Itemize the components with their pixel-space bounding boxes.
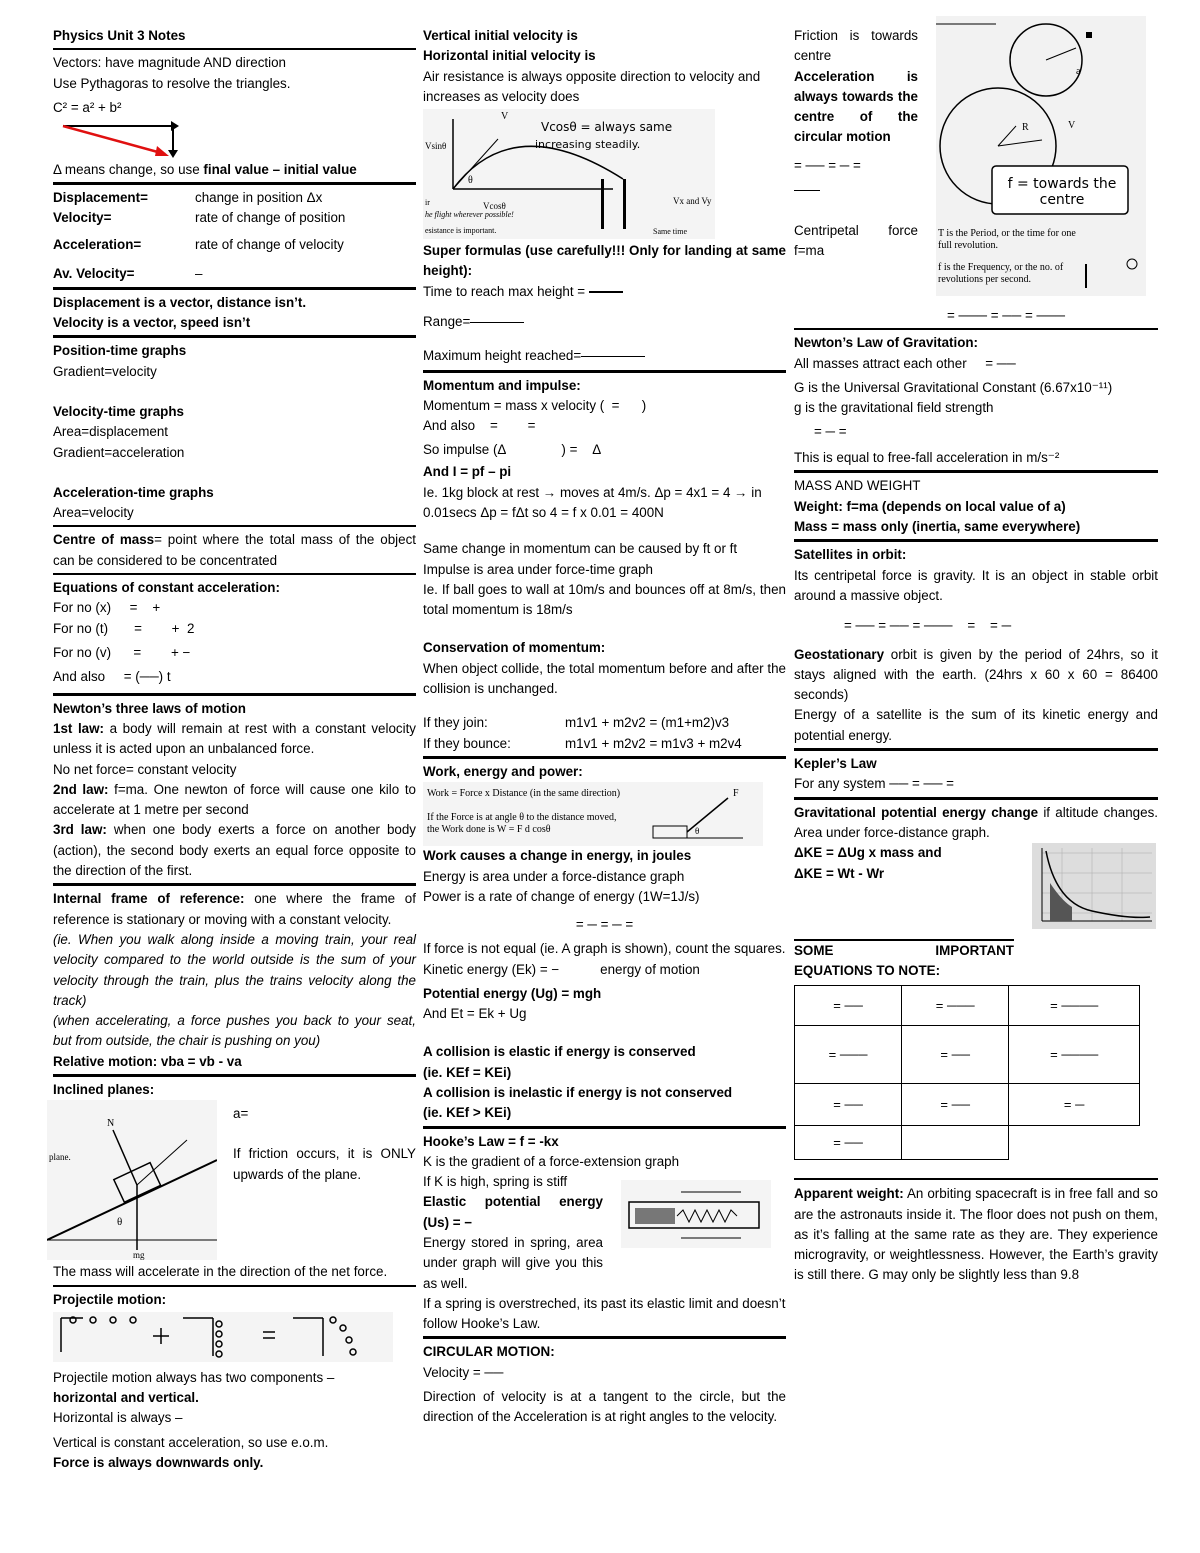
vector-note-1: Displacement is a vector, distance isn’t. (53, 294, 307, 310)
spring-diagram (621, 1180, 771, 1248)
acceleration-row: Acceleration= rate of change of velocity (53, 237, 344, 253)
svg-text:Vx and Vy: Vx and Vy (673, 196, 712, 207)
projectile-line-1b: horizontal and vertical. (53, 1390, 199, 1406)
gravitation-heading: Newton’s Law of Gravitation: (794, 335, 979, 351)
work-force-diagram (423, 782, 763, 846)
work-line-1: Work causes a change in energy, in joules (423, 848, 692, 864)
force-not-equal: If force is not equal (ie. A graph is shown), count the squares. (423, 941, 786, 957)
inclined-plane-section (49, 1100, 416, 1262)
divider (794, 470, 1158, 473)
velocity-row: Velocity= rate of change of position (53, 210, 346, 226)
bounce-row: If they bounce: m1v1 + m2v2 = m1v3 + m2v4 (423, 735, 742, 751)
svg-text:esistance is important.: esistance is important. (425, 226, 497, 236)
kepler-heading: Kepler’s Law (794, 756, 877, 772)
equation-cell: = ──── (1009, 1026, 1140, 1084)
divider (794, 748, 1158, 751)
gravitation-line-1: All masses attract each other = ── (794, 355, 1016, 371)
internal-frame-example-2: (when accelerating, a force pushes you back to your seat, but from outside, the chair is pushing on you) (53, 1013, 416, 1049)
projectile-line-1: Projectile motion always has two components – (53, 1369, 335, 1385)
gravitation-equation: = ─ = (814, 424, 847, 440)
circular-motion-heading: CIRCULAR MOTION: (423, 1344, 555, 1360)
inclined-friction: If friction occurs, it is ONLY upwards of the plane. (233, 1146, 416, 1182)
time-max-height: Time to reach max height = (423, 282, 786, 308)
important-equations-table (794, 985, 1140, 1160)
relative-motion: Relative motion: vba = vb - va (53, 1053, 242, 1069)
acceleration-centre: Acceleration is always towards the centre of the circular motion (794, 68, 918, 145)
circular-text (794, 26, 918, 262)
divider (53, 287, 416, 290)
divider (53, 182, 416, 185)
towards-centre-note: f = towards the centre (1007, 176, 1117, 208)
friction-centre: Friction is towards centre (794, 28, 918, 64)
acceleration-time-line: Area=velocity (53, 505, 134, 521)
force-distance-graph (1032, 843, 1156, 929)
svg-text:he flight wherever possible!: he flight wherever possible! (425, 210, 514, 220)
elastic-potential-line-2: Energy stored in spring, area under graph will give you this as well. (423, 1234, 603, 1291)
join-row: If they join: m1v1 + m2v2 = (m1+m2)v3 (423, 715, 730, 731)
divider (423, 756, 786, 759)
work-line-2: Energy is area under a force-distance graph (423, 868, 685, 884)
air-resistance: Air resistance is always opposite direction to velocity and increases as velocity does (423, 68, 761, 104)
trajectory-note-2: increasing steadily. (535, 138, 641, 152)
divider (423, 1126, 786, 1129)
work-heading: Work, energy and power: (423, 763, 583, 779)
momentum-heading: Momentum and impulse: (423, 377, 581, 393)
vectors-line-2: Use Pythagoras to resolve the triangles. (53, 75, 291, 91)
range: Range= (423, 308, 786, 346)
vectors-line-1: Vectors: have magnitude AND direction (53, 55, 286, 71)
work-figure-line-1: Work = Force x Distance (in the same direction) (427, 788, 621, 800)
mass-weight-line-1: Weight: f=ma (depends on local value of a) (794, 498, 1066, 514)
inclined-a: a= (233, 1106, 249, 1122)
column-3 (794, 26, 1158, 1286)
inclined-planes-heading: Inclined planes: (53, 1081, 155, 1097)
second-law: 2nd law: f=ma. One newton of force will cause one kilo to accelerate at 1 metre per second (53, 781, 416, 818)
overstretched: If a spring is overstreched, its past its elastic limit and doesn’t follow Hooke’s Law. (423, 1295, 786, 1332)
conservation-heading: Conservation of momentum: (423, 640, 606, 656)
vector-note-2: Velocity is a vector, speed isn’t (53, 315, 251, 331)
satellites-equation: = ── = ── = ─── = = ─ (844, 618, 1012, 634)
equation-cell (902, 1126, 1009, 1160)
svg-text:V: V (1068, 120, 1076, 131)
inclined-mass: The mass will accelerate in the direction of the net force. (53, 1264, 388, 1280)
same-change: Same change in momentum can be caused by ft or ft (423, 541, 738, 557)
spring-figure (621, 1180, 771, 1248)
impulse-area: Impulse is area under force-time graph (423, 561, 653, 577)
svg-text:θ: θ (695, 826, 700, 837)
equation-cell: = ── (795, 986, 902, 1026)
force-distance-figure (1032, 843, 1156, 929)
potential-energy: Potential energy (Ug) = mgh (423, 985, 602, 1001)
momentum-line-2: And also = = (423, 418, 536, 434)
super-formulas: Super formulas (use carefully!!! Only for landing at same height): (423, 243, 786, 279)
projectile-trajectory-figure (423, 109, 715, 239)
some-important-2: EQUATIONS TO NOTE: (794, 962, 941, 978)
centre-of-mass: Centre of mass= point where the total mass of the object can be considered to be concentrated (53, 532, 416, 568)
svg-text:θ: θ (117, 1216, 123, 1229)
equation-cell: = ──── (1009, 986, 1140, 1026)
momentum-line-4: And I = pf – pi (423, 464, 512, 480)
elastic-line-2: (ie. KEf = KEi) (423, 1064, 512, 1080)
equation-cell: = ─── (795, 1026, 902, 1084)
projectile-figure (53, 1312, 393, 1362)
hookes-law: Hooke’s Law = f = -kx (423, 1133, 559, 1149)
internal-frame-example-1: (ie. When you walk along inside a moving train, your real velocity compared to the world outside is the sum of your velocity through the train, plus the trains velocity along the track) (53, 931, 416, 1008)
projectile-diagram (53, 1312, 393, 1362)
circular-figure (936, 16, 1146, 296)
vertical-initial-velocity: Vertical initial velocity is (423, 28, 578, 43)
equation-no-x: For no (x) = + (53, 600, 161, 616)
equation-cell: = ── (902, 1026, 1009, 1084)
position-time-line: Gradient=velocity (53, 363, 157, 379)
projectile-vertical: Vertical is constant acceleration, so use e.o.m. (53, 1434, 329, 1450)
pythagoras-figure (53, 94, 416, 160)
geostationary: Geostationary orbit is given by the period of 24hrs, so it stays aligned with the earth. (24hrs x 60 x 60 = 86400 seconds) (794, 646, 1158, 703)
constant-acceleration-heading: Equations of constant acceleration: (53, 580, 280, 596)
svg-text:R: R (1022, 122, 1029, 133)
svg-text:ir: ir (425, 198, 430, 208)
gravitation-line-4: This is equal to free-fall acceleration in m/s⁻² (794, 450, 1060, 466)
divider (53, 1285, 416, 1287)
third-law: 3rd law: when one body exerts a force on another body (action), the second body exerts an equal force opposite to the direction of the first. (53, 822, 416, 879)
ball-example: Ie. If ball goes to wall at 10m/s and bounces off at 8m/s, then total momentum is 18m/s (423, 581, 786, 618)
column-1 (49, 26, 416, 1473)
work-figure-line-2: If the Force is at angle θ to the distance moved, (427, 812, 617, 824)
svg-text:mg: mg (133, 1250, 145, 1261)
divider (53, 525, 416, 527)
divider (53, 883, 416, 886)
satellite-energy: Energy of a satellite is the sum of its kinetic energy and potential energy. (794, 707, 1158, 743)
projectile-horizontal: Horizontal is always – (53, 1410, 183, 1426)
column-2 (423, 26, 786, 1427)
acceleration-time-heading: Acceleration-time graphs (53, 484, 214, 500)
equation-cell: = ── (795, 1084, 902, 1126)
divider (423, 1336, 786, 1339)
circular-velocity: Velocity = ── (423, 1364, 504, 1380)
gpe-line-2: ΔKE = Wt - Wr (794, 865, 885, 881)
velocity-time-line-1: Area=displacement (53, 424, 169, 440)
gpe-line-1: ΔKE = ΔUg x mass and (794, 845, 942, 861)
average-velocity-row: Av. Velocity= – (53, 266, 203, 282)
work-equation: = ─ = ─ = (575, 917, 634, 933)
delta-note: Δ means change, so use final value – initial value (53, 161, 357, 177)
displacement-row: Displacement= change in position Δx (53, 190, 323, 206)
page-title: Physics Unit 3 Notes (53, 28, 186, 43)
apparent-weight: Apparent weight: An orbiting spacecraft is in free fall and so are the astronauts inside it. The floor does not push on them, as it’s falling at the same rate as they are. They experience microgravity, or weightlessness. However, the Earth’s gravity is still there. G may only be slightly less than 9.8 (794, 1186, 1158, 1283)
divider (794, 539, 1158, 542)
divider (53, 48, 416, 50)
divider (53, 693, 416, 696)
equation-no-t: For no (t) = + 2 (53, 620, 195, 636)
equation-no-v: For no (v) = + − (53, 644, 191, 660)
divider (53, 573, 416, 575)
circular-direction: Direction of velocity is at a tangent to the circle, but the direction of the Acceleration is at right angles to the velocity. (423, 1388, 786, 1425)
first-law-note: No net force= constant velocity (53, 761, 237, 777)
some-important-1: SOME IMPORTANT (794, 942, 1014, 958)
inelastic-line-2: (ie. KEf > KEi) (423, 1105, 512, 1121)
work-figure (423, 782, 763, 846)
velocity-time-heading: Velocity-time graphs (53, 403, 184, 419)
mass-weight-heading: MASS AND WEIGHT (794, 478, 921, 494)
svg-text:plane.: plane. (49, 1152, 71, 1163)
svg-text:V: V (501, 111, 509, 123)
period-equation: = ─── = ── = ─── (947, 308, 1065, 323)
position-time-heading: Position-time graphs (53, 343, 187, 359)
inelastic-line-1: A collision is inelastic if energy is not conserved (423, 1084, 733, 1100)
inclined-plane-diagram (47, 1100, 217, 1260)
gpe-heading: Gravitational potential energy change if altitude changes. Area under force-distance graph. (794, 804, 1158, 840)
first-law: 1st law: a body will remain at rest with a constant velocity unless it is acted upon an unbalanced force. (53, 720, 416, 757)
svg-text:N: N (107, 1118, 115, 1130)
momentum-line-1: Momentum = mass x velocity ( = ) (423, 398, 647, 414)
hooke-line-1: K is the gradient of a force-extension graph (423, 1153, 680, 1169)
acceleration-equation: = ── = ─ = (794, 157, 861, 173)
momentum-line-3: So impulse (Δ ) = Δ (423, 442, 602, 458)
work-figure-line-3: the Work done is W = F d cosθ (427, 824, 551, 836)
elastic-line-1: A collision is elastic if energy is conserved (423, 1044, 696, 1060)
frequency-note: f is the Frequency, or the no. of revolutions per second. (938, 262, 1064, 285)
hooke-line-2: If K is high, spring is stiff (423, 1174, 568, 1190)
internal-frame: Internal frame of reference: one where the frame of reference is stationary or moving with a constant velocity. (53, 891, 416, 927)
kepler-line: For any system ── = ── = (794, 776, 954, 792)
total-energy: And Et = Ek + Ug (423, 1006, 527, 1022)
divider (53, 335, 416, 338)
conservation-line: When object collide, the total momentum before and after the collision is unchanged. (423, 660, 786, 697)
equation-cell: = ── (902, 1084, 1009, 1126)
svg-text:F: F (733, 788, 739, 800)
equation-cell: = ─── (902, 986, 1009, 1026)
vector-triangle-diagram (53, 94, 193, 160)
svg-text:Same time: Same time (653, 227, 687, 237)
svg-text:θ: θ (468, 175, 473, 187)
trajectory-note-1: Vcosθ = always same (541, 120, 673, 135)
horizontal-initial-velocity: Horizontal initial velocity is (423, 48, 596, 64)
gpe-section (794, 803, 1158, 935)
elastic-potential-energy: Elastic potential energy (Us) = − (423, 1194, 603, 1230)
mass-weight-line-2: Mass = mass only (inertia, same everywhere) (794, 519, 1081, 535)
divider (423, 370, 786, 373)
divider (53, 1074, 416, 1077)
circular-diagram (936, 16, 1146, 296)
projectile-force: Force is always downwards only. (53, 1455, 264, 1471)
momentum-line-5: Ie. 1kg block at rest → moves at 4m/s. Δp = 4x1 = 4 → in 0.01secs Δp = fΔt so 4 = f x 0.01 = 400N (423, 484, 762, 520)
projectile-heading: Projectile motion: (53, 1291, 167, 1307)
pythagoras-formula: C² = a² + b² (53, 99, 122, 115)
work-line-3: Power is a rate of change of energy (1W=1J/s) (423, 888, 700, 904)
centripetal-force: Centripetal force f=ma (794, 223, 918, 259)
svg-text:a: a (1076, 66, 1081, 77)
max-height-reached: Maximum height reached= (423, 346, 786, 368)
divider (794, 797, 1158, 800)
inclined-plane-figure (47, 1100, 217, 1260)
gravitation-line-2: G is the Universal Gravitational Constant (6.67x10⁻¹¹) (794, 379, 1113, 395)
svg-text:Vsinθ: Vsinθ (425, 141, 447, 152)
equation-cell: = ─ (1009, 1084, 1140, 1126)
svg-text:Vcosθ: Vcosθ (483, 201, 506, 212)
circular-section (794, 26, 1158, 306)
period-note: T is the Period, or the time for one full revolution. (938, 228, 1076, 251)
divider (794, 328, 1158, 330)
equation-and-also: And also = (──) t (53, 668, 171, 684)
satellites-line-1: Its centripetal force is gravity. It is an object in stable orbit around a massive object. (794, 567, 1158, 603)
gravitation-line-3: g is the gravitational field strength (794, 399, 994, 415)
equation-cell: = ── (795, 1126, 902, 1160)
velocity-time-line-2: Gradient=acceleration (53, 444, 185, 460)
kinetic-energy: Kinetic energy (Ek) = − energy of motion (423, 961, 700, 977)
newton-laws-heading: Newton’s three laws of motion (53, 700, 246, 716)
satellites-heading: Satellites in orbit: (794, 547, 907, 563)
